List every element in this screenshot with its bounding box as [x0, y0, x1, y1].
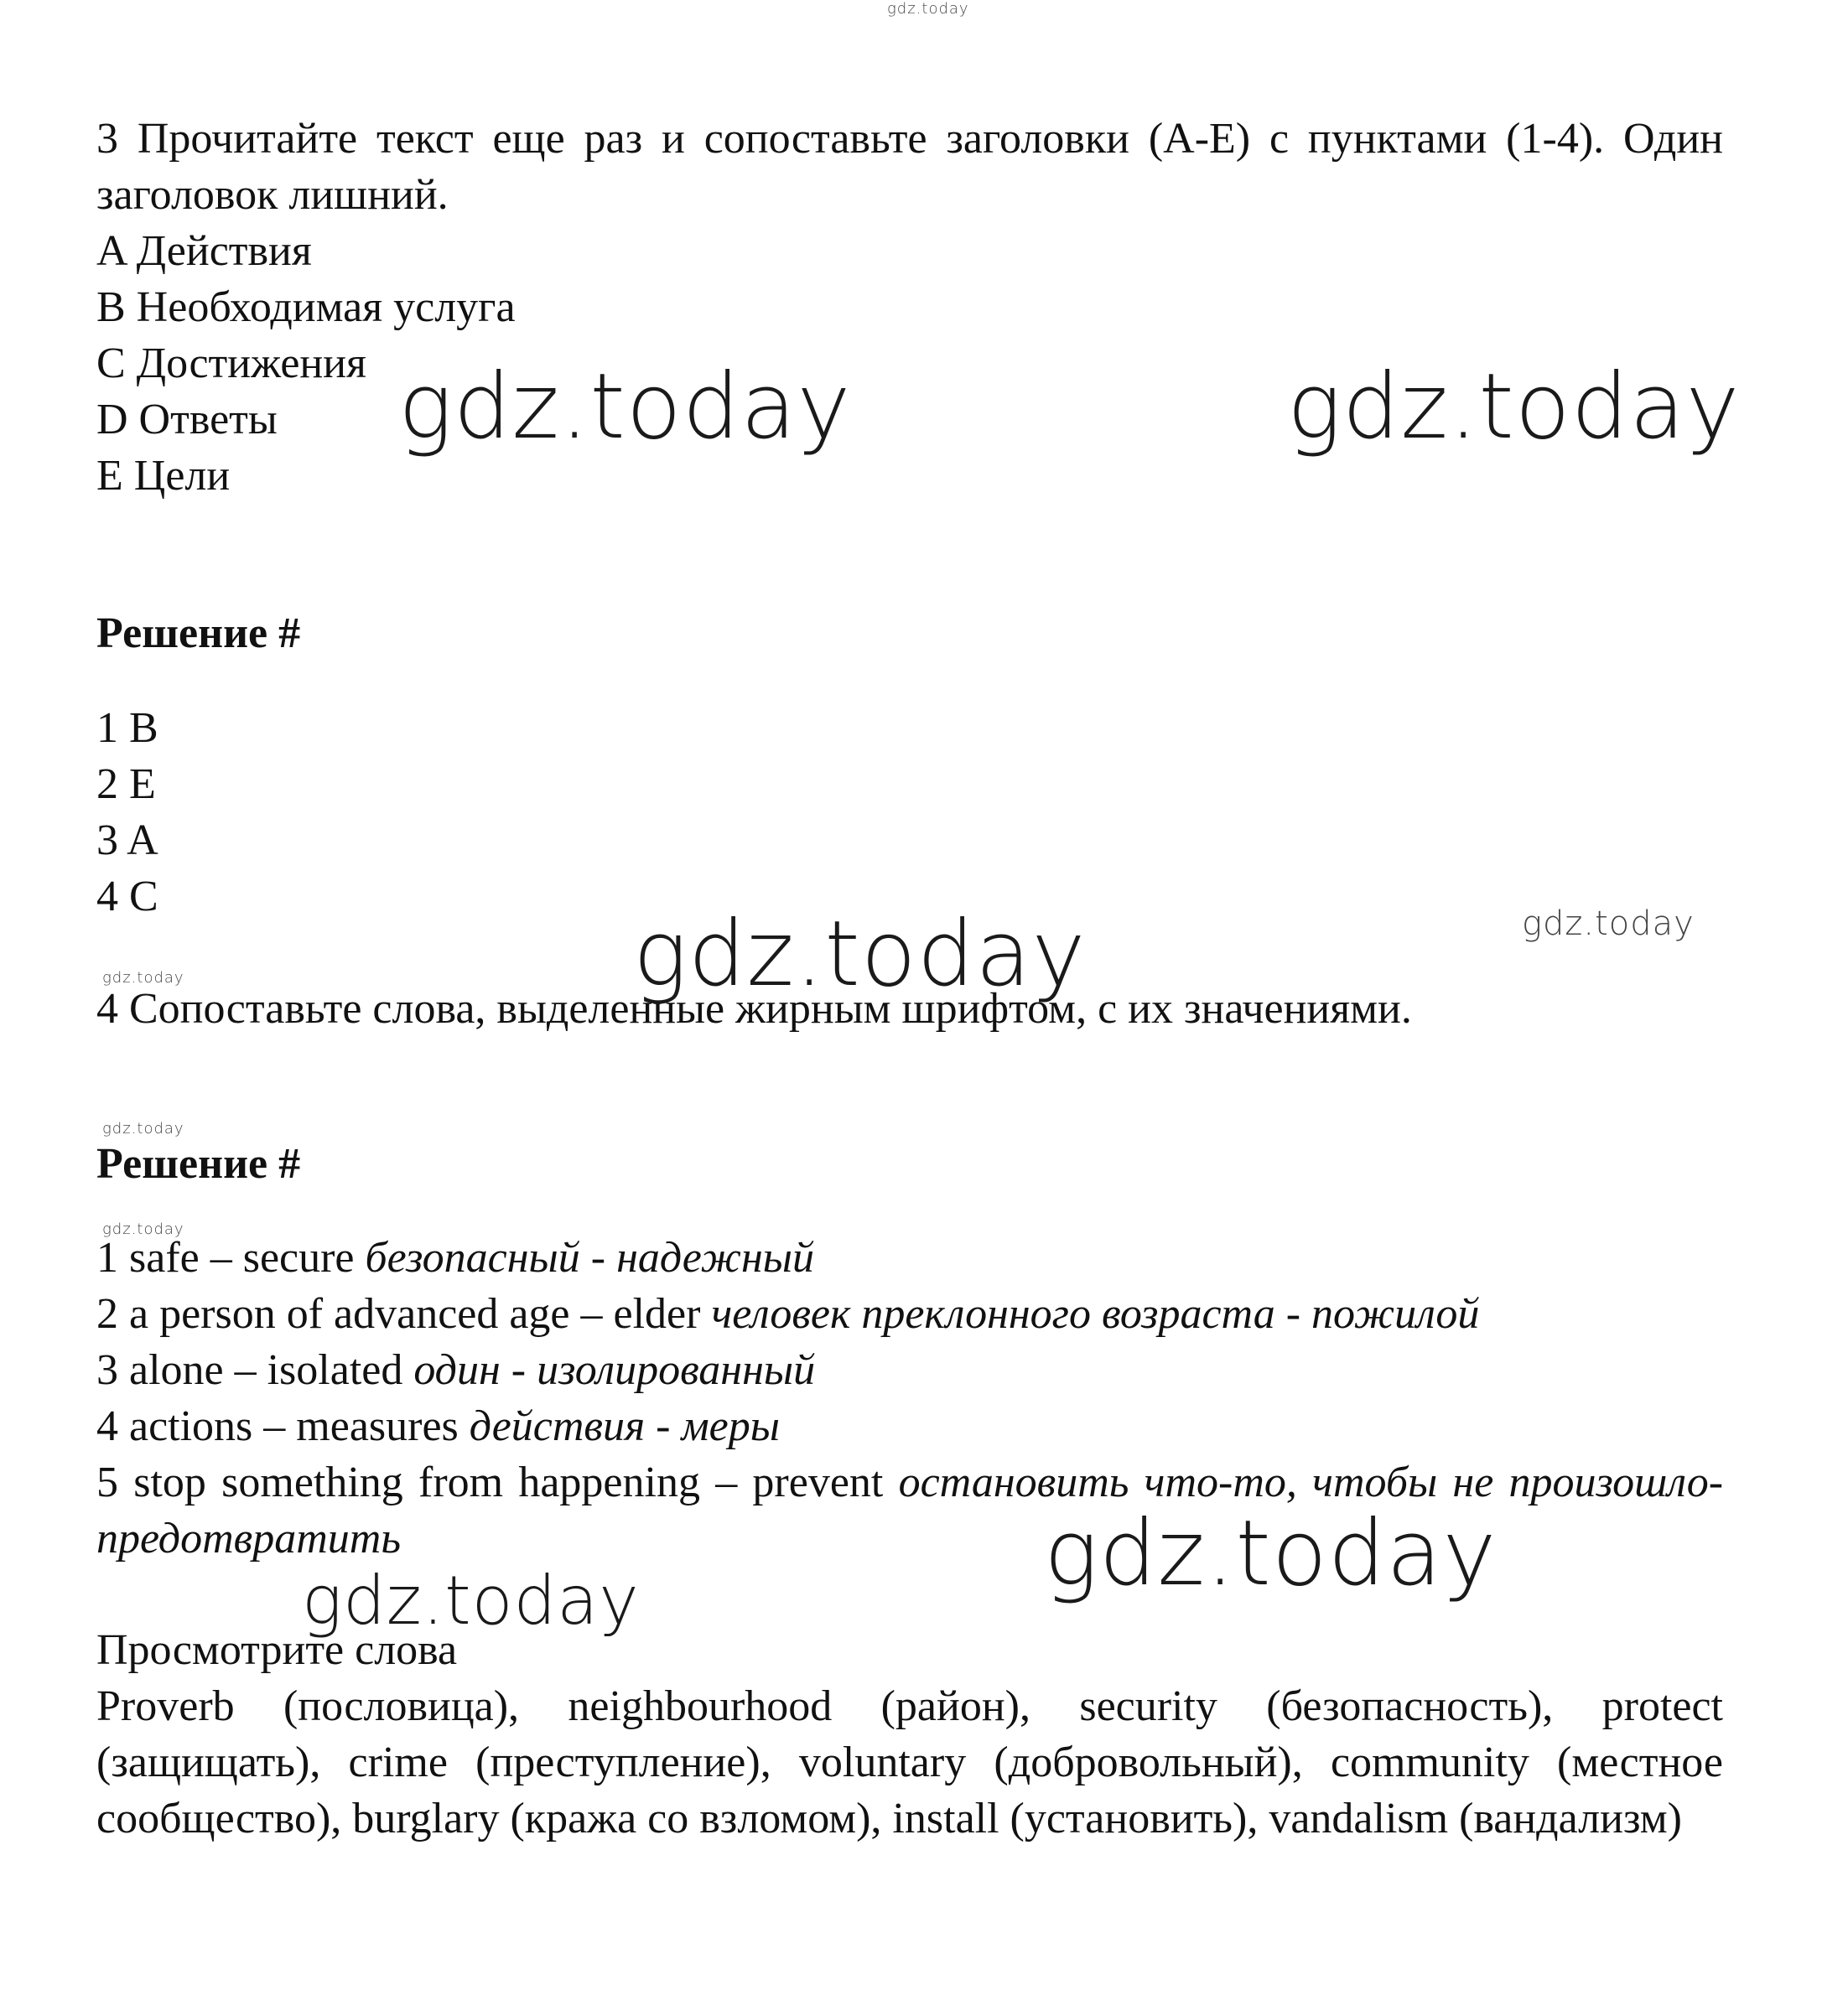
match-item-4: 4 actions – measures действия - меры [96, 1402, 780, 1450]
task4-instruction: 4 Сопоставьте слова, выделенные жирным шрифтом, с их значениями. [96, 985, 1412, 1033]
vocab-title: Просмотрите слова [96, 1626, 458, 1674]
match-item-2: 2 a person of advanced age – elder человек преклонного возраста - пожилой [96, 1290, 1480, 1338]
watermark-logo: gdz.today [102, 1120, 184, 1138]
option-c: C Достижения [96, 339, 366, 387]
solution-heading-2: Решение # [96, 1140, 301, 1188]
watermark-logo: gdz.today [1044, 1501, 1498, 1606]
answer-1: 1 B [96, 704, 158, 752]
answer-4: 4 C [96, 873, 158, 920]
option-b: B Необходимая услуга [96, 283, 516, 331]
watermark-logo: gdz.today [102, 969, 184, 987]
task3-answers [96, 700, 1723, 925]
watermark-logo: gdz.today [1522, 904, 1695, 943]
watermark-logo: gdz.today [398, 355, 852, 459]
match-item-1: 1 safe – secure безопасный - надежный [96, 1234, 814, 1282]
answer-2: 2 E [96, 760, 156, 808]
match-item-5: 5 stop something from happening – prevent остановить что-то, чтобы не произошло- предотвратить [96, 1459, 1724, 1563]
option-d: D Ответы [96, 396, 278, 443]
option-e: E Цели [96, 452, 231, 500]
option-a: A Действия [96, 227, 312, 275]
watermark-logo-top: gdz.today [887, 0, 969, 18]
task3-instruction: 3 Прочитайте текст еще раз и сопоставьте заголовки (A-E) с пунктами (1-4). Один заголовок лишний. [96, 115, 1723, 219]
answer-3: 3 A [96, 816, 158, 864]
watermark-logo: gdz.today [633, 902, 1087, 1007]
solution-heading-1: Решение # [96, 609, 301, 657]
vocab-text: Proverb (пословица), neighbourhood (район), security (безопасность), protect (защищать), crime (преступление), voluntary (добровольный), community (местное сообщество), burglary (кража со взломом), install (установить), vandalism (вандализм) [96, 1682, 1723, 1842]
watermark-logo: gdz.today [102, 1220, 184, 1238]
match-item-3: 3 alone – isolated один - изолированный [96, 1346, 816, 1394]
watermark-logo: gdz.today [302, 1562, 640, 1640]
watermark-logo: gdz.today [1287, 355, 1741, 459]
